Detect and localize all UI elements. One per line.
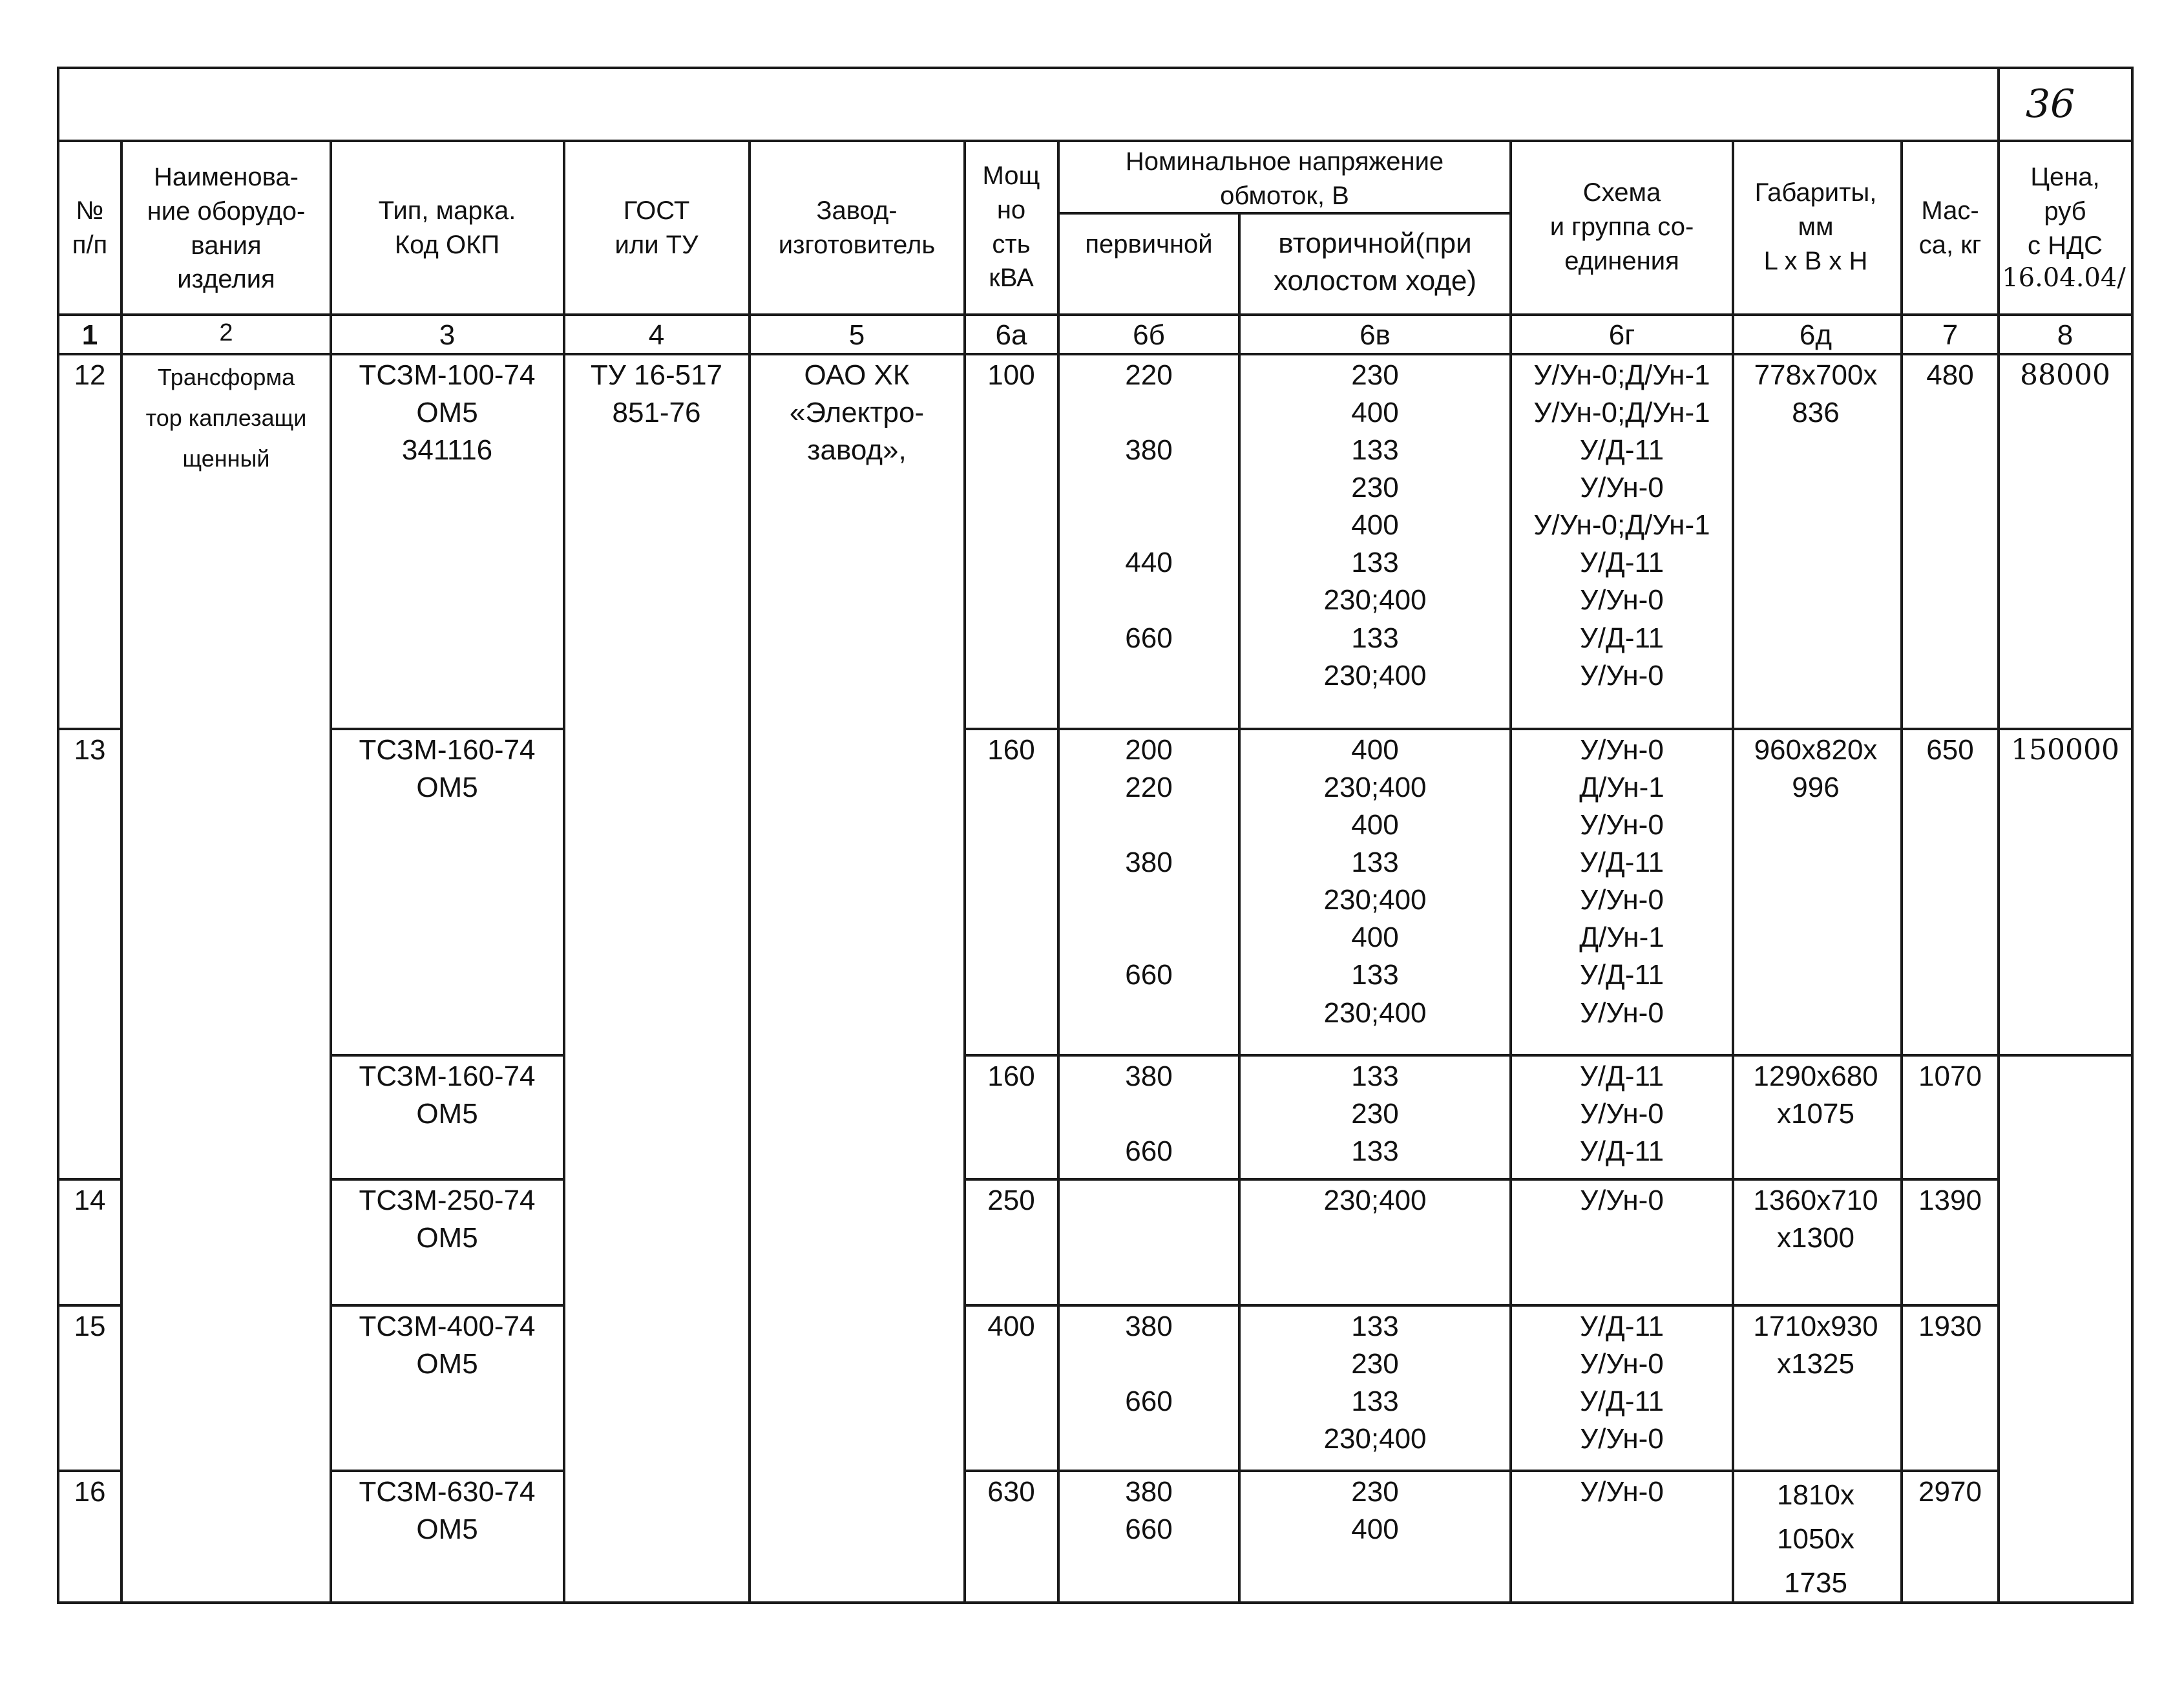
row-primary: 380 660 <box>1125 1476 1173 1546</box>
row-power: 160 <box>987 734 1035 766</box>
row-mass: 1070 <box>1918 1060 1982 1092</box>
row-scheme: У/Ун-0 Д/Ун-1 У/Ун-0 У/Д-11 У/Ун-0 Д/Ун-1 У/Д-11 У/Ун-0 <box>1579 734 1664 1029</box>
row-scheme: У/Ун-0 <box>1580 1476 1664 1508</box>
colnum-7: 7 <box>1942 319 1958 351</box>
row-scheme: У/Д-11 У/Ун-0 У/Д-11 У/Ун-0 <box>1579 1311 1664 1455</box>
row-num: 15 <box>74 1311 106 1342</box>
gost-spec: ТУ 16-517 851-76 <box>590 359 723 429</box>
colnum-6b: 6б <box>1133 319 1165 351</box>
row-secondary: 400 230;400 400 133 230;400 400 133 230;400 <box>1323 734 1427 1029</box>
row-dimensions: 1360x710 x1300 <box>1753 1185 1878 1254</box>
row-dimensions: 1810x 1050x 1735 <box>1777 1479 1854 1599</box>
header-mass: Мас- са, кг <box>1918 196 1982 259</box>
colnum-6v: 6в <box>1360 319 1391 351</box>
colnum-6g: 6г <box>1608 319 1635 351</box>
header-name: Наименова- ние оборудо- вания изделия <box>147 163 306 294</box>
header-price-date: 16.04.04/ <box>2002 263 2126 293</box>
header-voltage-group: Номинальное напряжение обмоток, В <box>1125 147 1444 210</box>
colnum-4: 4 <box>648 319 665 351</box>
row-mass: 650 <box>1926 734 1974 766</box>
row-type: ТСЗМ-630-74 ОМ5 <box>359 1476 536 1546</box>
row-dimensions: 1290x680 x1075 <box>1753 1060 1878 1130</box>
header-power: Мощ но сть кВА <box>982 162 1040 293</box>
row-primary: 380 660 <box>1125 1311 1173 1418</box>
colnum-6a: 6а <box>995 319 1027 351</box>
row-power: 250 <box>987 1185 1035 1216</box>
row-type: ТСЗМ-100-74 ОМ5 341116 <box>359 359 536 467</box>
row-power: 630 <box>987 1476 1035 1508</box>
row-dimensions: 778x700x 836 <box>1754 359 1878 429</box>
row-power: 100 <box>987 359 1035 391</box>
colnum-5: 5 <box>848 319 865 351</box>
row-num: 12 <box>74 359 106 391</box>
row-price: 150000 <box>2011 733 2119 766</box>
row-secondary: 230;400 <box>1323 1185 1427 1216</box>
row-mass: 1390 <box>1918 1185 1982 1216</box>
row-scheme: У/Ун-0;Д/Ун-1 У/Ун-0;Д/Ун-1 У/Д-11 У/Ун-0 У/Ун-0;Д/Ун-1 У/Д-11 У/Ун-0 У/Д-11 У/Ун-0 <box>1533 359 1710 691</box>
row-price: 88000 <box>2020 359 2110 392</box>
colnum-1: 1 <box>81 319 98 351</box>
header-type: Тип, марка. Код ОКП <box>378 196 516 259</box>
header-secondary: вторичной(при холостом ходе) <box>1273 227 1477 297</box>
row-secondary: 230 400 133 230 400 133 230;400 133 230;400 <box>1323 359 1427 691</box>
page-number: 36 <box>2025 81 2075 127</box>
row-primary: 380 660 <box>1125 1060 1173 1168</box>
row-type: ТСЗМ-160-74 ОМ5 <box>359 734 536 804</box>
colnum-3: 3 <box>439 319 456 351</box>
row-primary: 220 380 440 660 <box>1125 359 1173 654</box>
row-mass: 1930 <box>1918 1311 1982 1342</box>
row-mass: 2970 <box>1918 1476 1982 1508</box>
row-secondary: 230 400 <box>1351 1476 1399 1546</box>
row-type: ТСЗМ-250-74 ОМ5 <box>359 1185 536 1254</box>
header-gost: ГОСТ или ТУ <box>614 196 698 259</box>
row-type: ТСЗМ-160-74 ОМ5 <box>359 1060 536 1130</box>
row-num: 16 <box>74 1476 106 1508</box>
colnum-6d: 6д <box>1799 319 1832 351</box>
equipment-name: Трансформа тор каплезащи щенный <box>145 364 307 472</box>
row-secondary: 133 230 133 230;400 <box>1323 1311 1427 1455</box>
header-dimensions: Габариты, мм L x B x H <box>1754 178 1877 275</box>
header-plant: Завод- изготовитель <box>778 196 936 259</box>
row-dimensions: 1710x930 x1325 <box>1753 1311 1878 1380</box>
manufacturer: ОАО ХК «Электро- завод», <box>789 359 925 467</box>
row-power: 400 <box>987 1311 1035 1342</box>
header-primary: первичной <box>1085 230 1213 258</box>
row-num: 13 <box>74 734 106 766</box>
row-scheme: У/Д-11 У/Ун-0 У/Д-11 <box>1579 1060 1664 1168</box>
row-scheme: У/Ун-0 <box>1580 1185 1664 1216</box>
row-mass: 480 <box>1926 359 1974 391</box>
header-num: № п/п <box>72 196 108 259</box>
colnum-8: 8 <box>2057 319 2074 351</box>
row-primary: 200 220 380 660 <box>1125 734 1173 991</box>
row-secondary: 133 230 133 <box>1351 1060 1399 1168</box>
row-dimensions: 960x820x 996 <box>1754 734 1878 804</box>
colnum-2: 2 <box>219 319 233 346</box>
header-price: Цена, руб с НДС <box>2028 163 2103 260</box>
row-num: 14 <box>74 1185 106 1216</box>
row-type: ТСЗМ-400-74 ОМ5 <box>359 1311 536 1380</box>
row-power: 160 <box>987 1060 1035 1092</box>
header-scheme: Схема и группа со- единения <box>1549 178 1694 275</box>
